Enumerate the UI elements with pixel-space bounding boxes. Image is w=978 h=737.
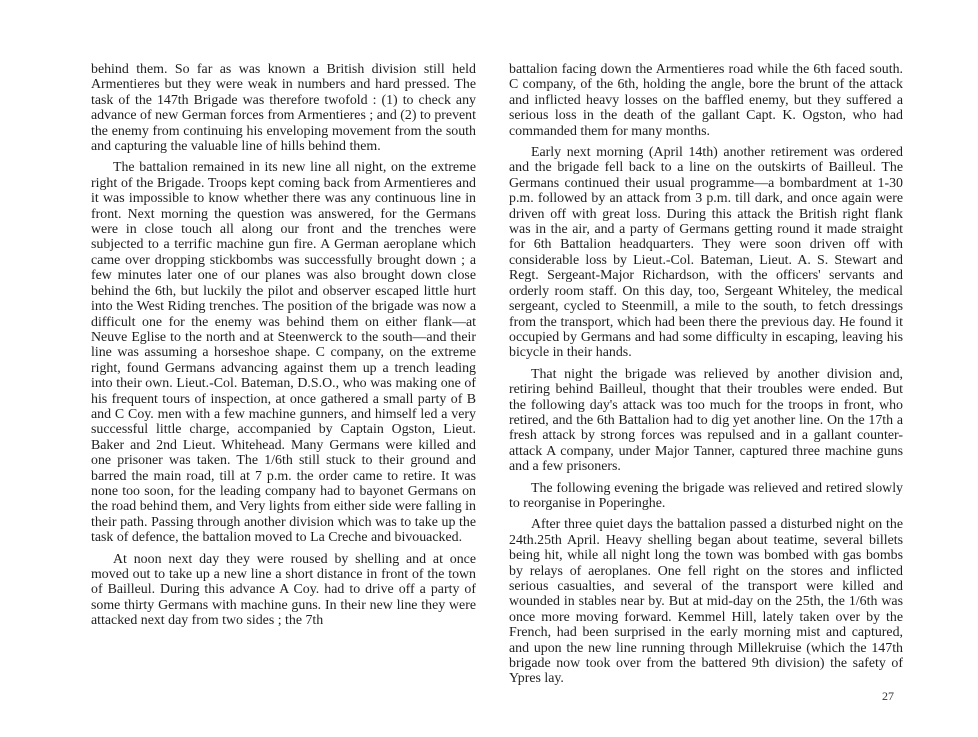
- paragraph: That night the brigade was relieved by another division and, retiring behind Bailleul, thought that their troubles were ended. But the following day's attack was too much for the troops in front, who retired, and the 6th Battalion had to dig yet another line. On the 17th a fresh attack by strong forces was repulsed and in a gallant counter-attack A company, under Major Tanner, captured three machine guns and a few prisoners.: [509, 366, 903, 475]
- page-number: 27: [882, 689, 894, 703]
- paragraph: behind them. So far as was known a British division still held Armentieres but they were weak in numbers and hard pressed. The task of the 147th Brigade was therefore twofold : (1) to check any advance of new German forces from Armentieres ; and (2) to prevent the enemy from continuing his enveloping movement from the south and capturing the valuable line of hills behind them.: [91, 62, 476, 155]
- paragraph: battalion facing down the Armentieres road while the 6th faced south. C company, of the 6th, holding the angle, bore the brunt of the attack and inflicted heavy losses on the baffled enemy, but they suffered a serious loss in the death of the gallant Capt. K. Ogston, who had commanded them for many months.: [509, 62, 903, 139]
- paragraph: The following evening the brigade was relieved and retired slowly to reorganise in Poperinghe.: [509, 480, 903, 511]
- left-column: [91, 62, 476, 635]
- paragraph: Early next morning (April 14th) another retirement was ordered and the brigade fell back to a line on the outskirts of Bailleul. The Germans continued their usual programme—a bombardment at 1-30 p.m. followed by an attack from 3 p.m. till dark, and once again were driven off with great loss. During this attack the British right flank was in the air, and a party of Germans getting round it made straight for 6th Battalion headquarters. They were soon driven off with considerable loss by Lieut.-Col. Bateman, Lieut. A. S. Stewart and Regt. Sergeant-Major Richardson, with the officers' servants and orderly room staff. On this day, too, Sergeant Whiteley, the medical sergeant, cycled to Steenmill, a mile to the south, to fetch dressings from the transport, which had been there the previous day. He found it occupied by Germans and had some difficulty in escaping, leaving his bicycle in their hands.: [509, 145, 903, 361]
- paragraph: After three quiet days the battalion passed a disturbed night on the 24th.25th April. Heavy shelling began about teatime, several billets being hit, while all night long the town was bombed with gas bombs by relays of aeroplanes. One fell right on the stores and inflicted serious casualties, and several of the transport were killed and wounded in stables near by. But at mid-day on the 25th, the 1/6th was once more moving forward. Kemmel Hill, lately taken over by the French, had been surprised in the early morning mist and captured, and upon the new line running through Millekruise (which the 147th brigade now took over from the battered 9th division) the safety of Ypres lay.: [509, 517, 903, 687]
- paragraph: At noon next day they were roused by shelling and at once moved out to take up a new line a short distance in front of the town of Bailleul. During this advance A Coy. had to drive off a party of some thirty Germans with machine guns. In their new line they were attacked next day from two sides ; the 7th: [91, 551, 476, 629]
- paragraph: The battalion remained in its new line all night, on the extreme right of the Brigade. Troops kept coming back from Armentieres and it was impossible to know whether there was any continuous line in front. Next morning the question was answered, for the Germans were in close touch all along our front and the trenches were subjected to a terrific machine gun fire. A German aeroplane which came over dropping stickbombs was successfully brought down ; a few minutes later one of our planes was also brought down close behind the 6th, but luckily the pilot and observer escaped little hurt into the West Riding trenches. The position of the brigade was now a difficult one for the enemy was behind them on either flank—at Neuve Eglise to the north and at Steenwerck to the south—and their line was assuming a horseshoe shape. C company, on the extreme right, found Germans advancing against them up a trench leading into their own. Lieut.-Col. Bateman, D.S.O., who was making one of his frequent tours of inspection, at once gathered a small party of B and C Coy. men with a few machine gunners, and himself led a very successful little charge, accompanied by Captain Ogston, Lieut. Baker and 2nd Lieut. Whitehead. Many Germans were killed and one prisoner was taken. The 1/6th still stuck to their ground and barred the main road, till at 7 p.m. the order came to retire. It was none too soon, for the leading company had to bayonet Germans on the road behind them, and Very lights from either side were falling in their path. Passing through another division which was to take up the task of defence, the battalion moved to La Creche and bivouacked.: [91, 160, 476, 546]
- right-column: [509, 62, 903, 693]
